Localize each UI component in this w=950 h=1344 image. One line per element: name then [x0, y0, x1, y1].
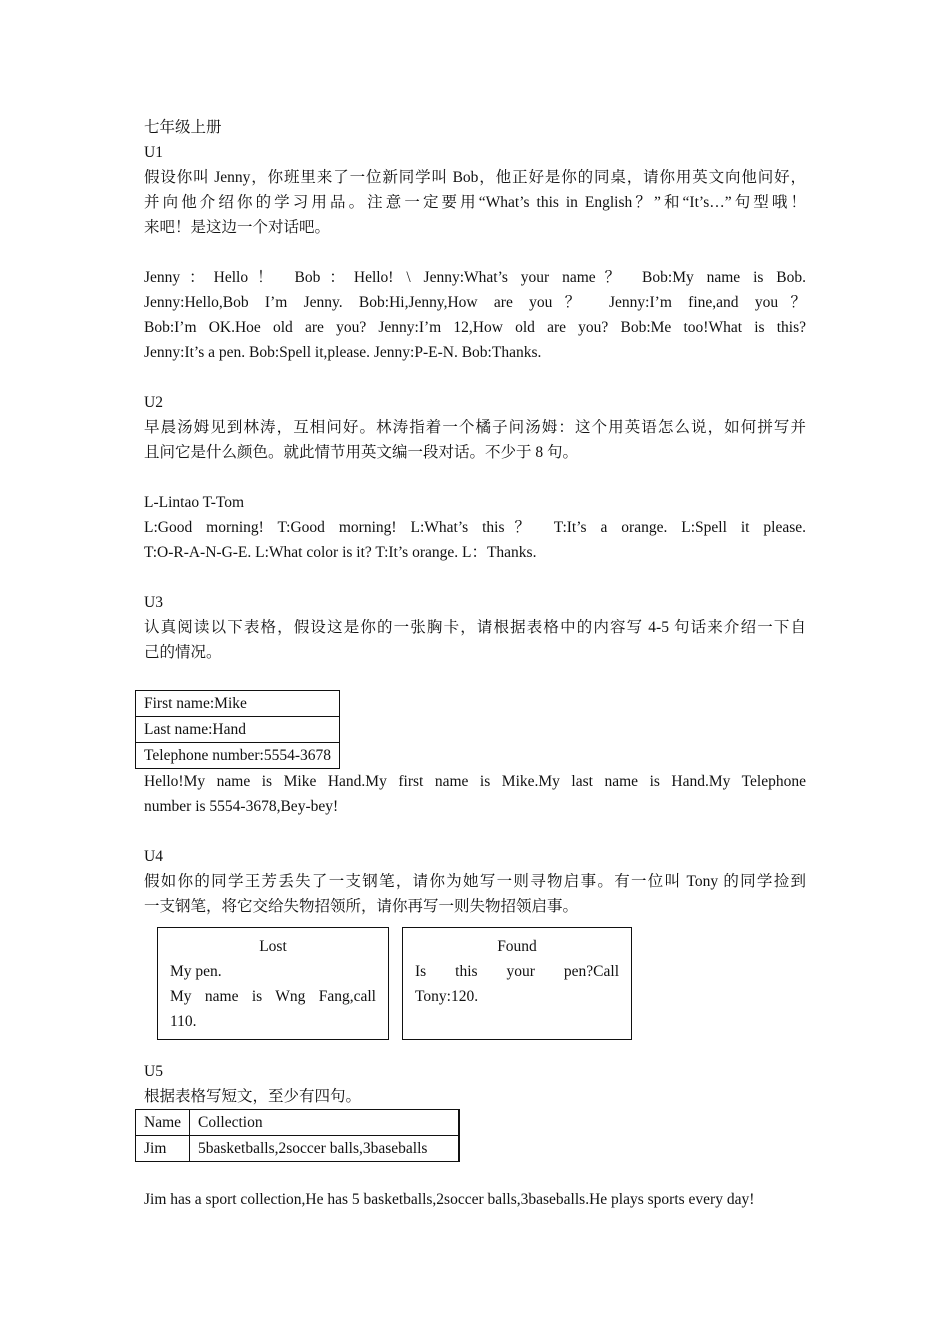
found-notice [402, 927, 632, 1040]
u5-prompt: 根据表格写短文，至少有四句。 [144, 1088, 362, 1105]
unit-label-u5: U5 [144, 1063, 163, 1080]
u1-prompt-line: 并向他介绍你的学习用品。注意一定要用“What’s this in English？”和“It’s…”句型哦！ [144, 194, 806, 211]
u1-answer-line: Jenny:It’s a pen. Bob:Spell it,please. Jenny:P-E-N. Bob:Thanks. [144, 344, 542, 361]
grade-heading: 七年级上册 [144, 119, 222, 136]
found-line: Is this your pen?Call [415, 963, 619, 980]
table-header-cell: Name [136, 1110, 190, 1136]
found-line: Tony:120. [415, 988, 479, 1005]
table-cell: Telephone number:5554-3678 [136, 743, 340, 769]
u3-answer-line: Hello!My name is Mike Hand.My first name is Mike.My last name is Hand.My Telephone [144, 773, 806, 790]
u2-prompt-line: 早晨汤姆见到林涛，互相问好。林涛指着一个橘子问汤姆：这个用英语怎么说，如何拼写并 [144, 419, 806, 436]
unit-label-u2: U2 [144, 394, 163, 411]
lost-line: My pen. [170, 963, 222, 980]
found-title: Found [497, 938, 537, 955]
table-cell: Last name:Hand [136, 717, 340, 743]
table-cell: First name:Mike [136, 691, 340, 717]
lost-line: 110. [170, 1013, 197, 1030]
u2-roles: L-Lintao T-Tom [144, 494, 245, 511]
lost-notice [157, 927, 389, 1040]
table-cell: 5basketballs,2soccer balls,3baseballs [190, 1136, 460, 1162]
unit-label-u1: U1 [144, 144, 163, 161]
lost-title: Lost [259, 938, 287, 955]
table-row [136, 743, 340, 769]
u1-answer-line: Jenny：Hello！ Bob：Hello! \ Jenny:What’s your name？ Bob:My name is Bob. [144, 269, 806, 286]
unit-label-u3: U3 [144, 594, 163, 611]
u5-answer: Jim has a sport collection,He has 5 basketballs,2soccer balls,3baseballs.He plays sports every day! [144, 1191, 755, 1208]
u1-answer-line: Jenny:Hello,Bob I’m Jenny. Bob:Hi,Jenny,How are you？ Jenny:I’m fine,and you？ [144, 294, 806, 311]
table-row [136, 1136, 460, 1162]
u1-prompt-line: 来吧！是这边一个对话吧。 [144, 219, 331, 236]
u1-prompt-line: 假设你叫 Jenny，你班里来了一位新同学叫 Bob，他正好是你的同桌，请你用英文向他问好， [144, 169, 806, 186]
collection-table [135, 1109, 460, 1162]
table-header-row [136, 1110, 460, 1136]
table-cell: Jim [136, 1136, 190, 1162]
u3-prompt-line: 认真阅读以下表格，假设这是你的一张胸卡，请根据表格中的内容写 4-5 句话来介绍一下自 [144, 619, 806, 636]
u4-prompt-line: 一支钢笔，将它交给失物招领所，请你再写一则失物招领启事。 [144, 898, 579, 915]
table-header-cell: Collection [190, 1110, 460, 1136]
u3-answer-line: number is 5554-3678,Bey-bey! [144, 798, 339, 815]
document-page [144, 115, 806, 1212]
u4-prompt-line: 假如你的同学王芳丢失了一支钢笔，请你为她写一则寻物启事。有一位叫 Tony 的同学捡到 [144, 873, 806, 890]
u1-answer-line: Bob:I’m OK.Hoe old are you? Jenny:I’m 12,How old are you? Bob:Me too!What is this? [144, 319, 806, 336]
u3-prompt-line: 己的情况。 [144, 644, 222, 661]
lost-line: My name is Wng Fang,call [170, 988, 376, 1005]
u2-prompt-line: 且问它是什么颜色。就此情节用英文编一段对话。不少于 8 句。 [144, 444, 579, 461]
table-row [136, 691, 340, 717]
notice-boxes [144, 921, 806, 1046]
name-card-table [135, 690, 340, 769]
table-row [136, 717, 340, 743]
u2-answer-line: L:Good morning! T:Good morning! L:What’s this？ T:It’s a orange. L:Spell it please. [144, 519, 806, 536]
unit-label-u4: U4 [144, 848, 163, 865]
u2-answer-line: T:O-R-A-N-G-E. L:What color is it? T:It’s orange. L：Thanks. [144, 544, 537, 561]
